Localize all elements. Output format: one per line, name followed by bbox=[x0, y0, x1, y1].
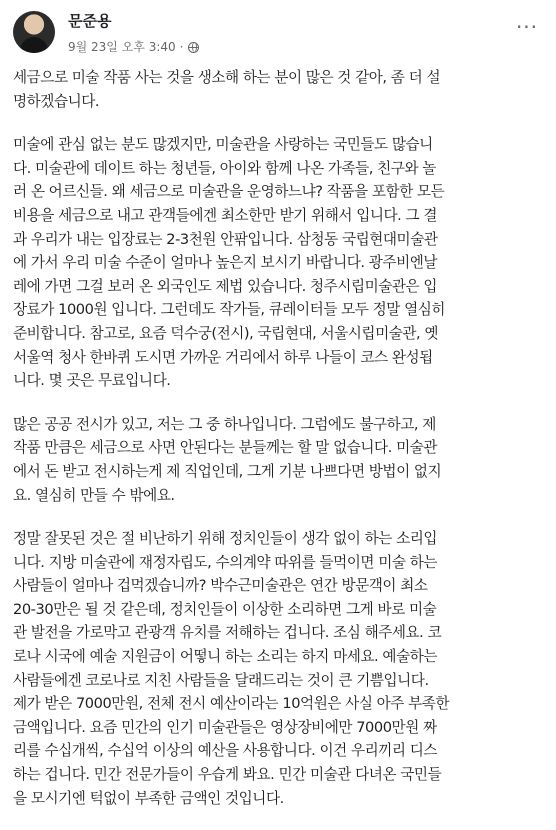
post-paragraph-2: 미술에 관심 없는 분도 많겠지만, 미술관을 사랑하는 국민들도 많습니 다. 미술관에 데이트 하는 청년들, 아이와 함께 나온 가족들, 친구와 놀 러 온 어르신들. 왜 세금으로 미술관을 운영하느냐? 작품을 포함한 모든 비용을 세금으로 내고 관객들에겐 최소한만 받기 위해서 입니다. 그 결 과 우리가 내는 입장료는 2-3천원 안팎입니다. 삼청동 국립현대미술관 에 가서 우리 미술 수준이 얼마나 높은지 보시기 바랍니다. 광주비엔날 레에 가면 그걸 보러 온 외국인도 제법 있습니다. 청주시립미술관은 입 장료가 1000원 입니다. 그런데도 작가들, 큐레이터들 모두 정말 열심히 준비합니다. 참고로, 요즘 덕수궁(전시), 국립현대, 서울시립미술관, 옛 서울역 청사 한바퀴 도시면 가까운 거리에서 하루 나들이 코스 완성됩 니다. 몇 곳은 무료입니다. bbox=[13, 136, 446, 390]
post-paragraph-4: 정말 잘못된 것은 절 비난하기 위해 정치인들이 생각 없이 하는 소리입 니다. 지방 미술관에 재정자립도, 수의계약 따위를 들먹이면 미술 하는 사람들이 얼마나 겁먹겠습니까? 박수근미술관은 연간 방문객이 최소 20-30만은 될 것 같은데, 정치인들이 이상한 소리하면 그게 바로 미술 관 발전을 가로막고 관광객 유치를 저해하는 겁니다. 조심 해주세요. 코 로나 시국에 예술 지원금이 어떻니 하는 소리는 하지 마세요. 예술하는 사람들에겐 코로나로 지친 사람들을 달래드리는 것이 큰 기쁨입니다. 제가 받은 7000만원, 전체 전시 예산이라는 10억원은 사실 아주 부족한 금액입니다. 요즘 민간의 인기 미술관들은 영상장비에만 7000만원 짜 리를 수십개씩, 수십억 이상의 예산을 사용합니다. 이건 우리끼리 디스 하는 겁니다. 민간 전문가들이 우습게 봐요. 민간 미술관 다녀온 국민들 을 모시기엔 턱없이 부족한 금액인 것입니다. bbox=[13, 530, 450, 807]
meta-separator: · bbox=[179, 39, 184, 54]
post-paragraph-1: 세금으로 미술 작품 사는 것을 생소해 하는 분이 많은 것 같아, 좀 더 설 명하겠습니다. bbox=[13, 69, 441, 110]
post-body bbox=[13, 66, 541, 830]
more-options-button[interactable]: ··· bbox=[515, 15, 539, 39]
globe-icon[interactable] bbox=[188, 42, 199, 53]
post-header bbox=[0, 0, 556, 66]
author-avatar[interactable] bbox=[13, 11, 55, 53]
post-meta bbox=[68, 38, 199, 55]
post-timestamp[interactable]: 9월 23일 오후 3:40 bbox=[68, 40, 176, 54]
post-paragraph-3: 많은 공공 전시가 있고, 저는 그 중 하나입니다. 그럼에도 불구하고, 제 작품 만큼은 세금으로 사면 안된다는 분들께는 할 말 없습니다. 미술관 에서 돈 받고 전시하는게 제 직업인데, 그게 기분 나쁘다면 방법이 없지 요. 열심히 만들 수 밖에요. bbox=[13, 415, 442, 504]
author-name[interactable]: 문준용 bbox=[68, 12, 112, 30]
